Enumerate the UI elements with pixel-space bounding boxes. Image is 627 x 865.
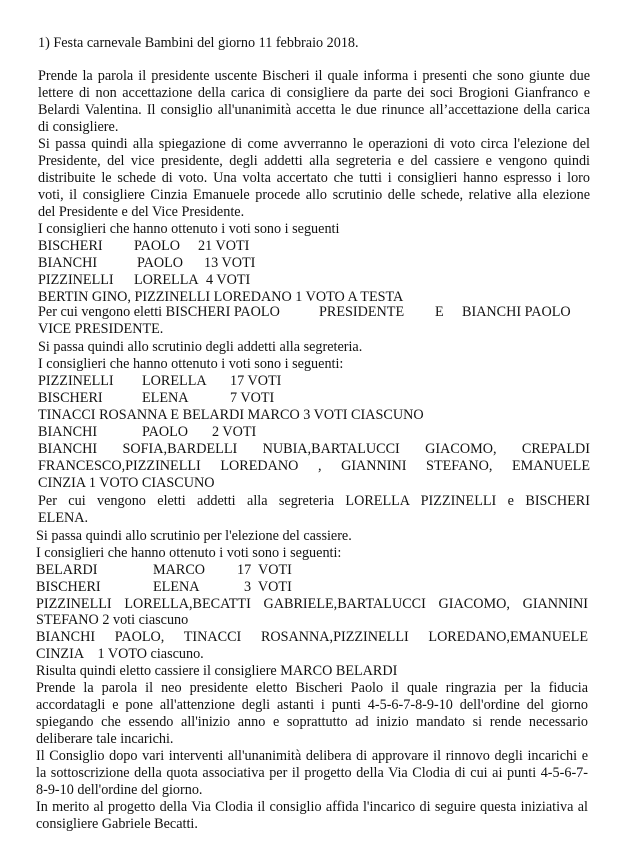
vote-surname: BISCHERI [36,579,101,595]
paragraph-line: consigliere Gabriele Becatti. [36,816,198,832]
agenda-heading: 1) Festa carnevale Bambini del giorno 11 febbraio 2018. [38,35,359,51]
vote-count: 17 VOTI [230,373,282,389]
paragraph-line: Il Consiglio dopo vari interventi all'unanimità delibera di approvare il rinnovo degli incarichi e [36,748,588,764]
result-conj: E [435,304,444,320]
paragraph-line: Prende la parola il neo presidente eletto Bischeri Paolo il quale ringrazia per la fiducia [36,680,588,696]
paragraph-line: la sottoscrizione della quota associativa per il progetto della Via Clodia di cui ai punti 4-5-6-7- [36,765,588,781]
section-intro: I consiglieri che hanno ottenuto i voti sono i seguenti: [38,356,344,372]
vote-row [38,238,590,255]
paragraph-line: distribuite le schede di voto. Una volta accertato che tutti i consiglieri hanno espresso i loro [38,170,590,186]
election-result-line2: VICE PRESIDENTE. [38,321,164,337]
vote-row [38,373,590,390]
vote-others-line: CINZIA 1 VOTO CIASCUNO [38,475,215,491]
vote-others-line: PIZZINELLI LORELLA,BECATTI GABRIELE,BARTALUCCI GIACOMO, GIANNINI [36,596,588,612]
election-result [38,304,590,321]
vote-surname: PIZZINELLI [38,373,114,389]
paragraph-line: deliberare tale incarichi. [36,731,174,747]
vote-surname: BELARDI [36,562,98,578]
vote-count: 4 VOTI [206,272,251,288]
vote-others-line: FRANCESCO,PIZZINELLI LOREDANO , GIANNINI STEFANO, EMANUELE [38,458,590,474]
election-result: Per cui vengono eletti addetti alla segreteria LORELLA PIZZINELLI e BISCHERI [38,493,590,509]
vote-others-line: BIANCHI SOFIA,BARDELLI NUBIA,BARTALUCCI GIACOMO, CREPALDI [38,441,590,457]
vote-surname: BISCHERI [38,390,103,406]
vote-surname: BISCHERI [38,238,103,254]
vote-name: LORELLA [134,272,199,288]
vote-row [38,255,590,272]
vote-count: 13 VOTI [204,255,256,271]
paragraph-line: 8-9-10 dell'ordine del giorno. [36,782,203,798]
vote-name: PAOLO [137,255,183,271]
paragraph-line: Si passa quindi alla spiegazione di come avverranno le operazioni di voto circa l'elezione del [38,136,590,152]
vote-count: 7 VOTI [230,390,275,406]
section-intro: I consiglieri che hanno ottenuto i voti sono i seguenti: [36,545,342,561]
vote-count: 17 VOTI [237,562,292,578]
vote-name: ELENA [142,390,189,406]
vote-count: 3 VOTI [244,579,292,595]
vote-name: ELENA [153,579,200,595]
result-name: BIANCHI PAOLO [462,304,571,320]
vote-others-line: STEFANO 2 voti ciascuno [36,612,189,628]
election-result: Risulta quindi eletto cassiere il consigliere MARCO BELARDI [36,663,398,679]
result-role: PRESIDENTE [319,304,405,320]
paragraph-line: In merito al progetto della Via Clodia il consiglio affida l'incarico di seguire questa iniziativa al [36,799,588,815]
paragraph-line: spiegando che essendo all'inizio anno e soprattutto ad inizio mandato si rende necessario [36,714,588,730]
vote-surname: BIANCHI [38,424,98,440]
paragraph-line: di consigliere. [38,119,119,135]
vote-count: 21 VOTI [198,238,250,254]
paragraph-line: Prende la parola il presidente uscente Bischeri il quale informa i presenti che sono giunte due [38,68,590,84]
vote-name: MARCO [153,562,206,578]
vote-others-line: BIANCHI PAOLO, TINACCI ROSANNA,PIZZINELLI LOREDANO,EMANUELE [36,629,588,645]
vote-row [36,562,588,579]
section-intro: Si passa quindi allo scrutinio degli addetti alla segreteria. [38,339,363,355]
vote-surname: BIANCHI [38,255,98,271]
paragraph-line: lettere di non accettazione della carica di consigliere da parte dei soci Brogioni Gianfranco e [38,85,590,101]
vote-others: BERTIN GINO, PIZZINELLI LOREDANO 1 VOTO A TESTA [38,289,404,305]
election-result-line2: ELENA. [38,510,89,526]
result-text: Per cui vengono eletti BISCHERI PAOLO [38,304,280,320]
paragraph-line: accordatagli e pone all'attenzione degli astanti i punti 4-5-6-7-8-9-10 dell'ordine del giorno [36,697,588,713]
paragraph-line: Presidente, del vice presidente, degli addetti alla segreteria e del cassiere e vengono quindi [38,153,590,169]
vote-surname: PIZZINELLI [38,272,114,288]
section-intro: Si passa quindi allo scrutinio per l'elezione del cassiere. [36,528,352,544]
vote-name: PAOLO [134,238,180,254]
vote-name: PAOLO [142,424,188,440]
vote-name: LORELLA [142,373,207,389]
vote-tie: TINACCI ROSANNA E BELARDI MARCO 3 VOTI CIASCUNO [38,407,424,423]
vote-row [38,424,590,441]
paragraph-line: voti, il consigliere Cinzia Emanuele procede allo scrutinio delle schede, relative alla elezione [38,187,590,203]
vote-count: 2 VOTI [212,424,257,440]
vote-row [36,579,588,596]
vote-others-line: CINZIA 1 VOTO ciascuno. [36,646,204,662]
paragraph-line: del Presidente e del Vice Presidente. [38,204,245,220]
vote-row [38,390,590,407]
paragraph-line: Belardi Valentina. Il consiglio all'unanimità accetta le due rinunce all’accettazione della carica [38,102,590,118]
vote-row [38,272,590,289]
paragraph-line: I consiglieri che hanno ottenuto i voti sono i seguenti [38,221,340,237]
